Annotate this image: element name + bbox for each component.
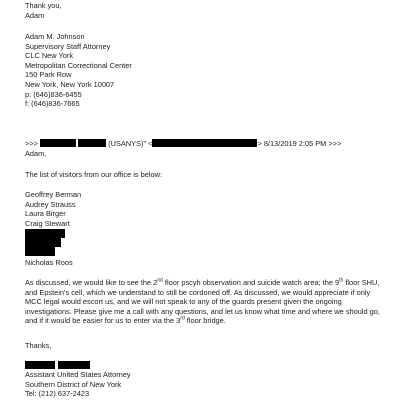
redaction-bar [58,361,90,369]
signature-phone: Tel: (212) 637-2423 [25,389,90,399]
signature-street: 150 Park Row [25,70,72,80]
paragraph-text: As discussed, we would like to see the 2 [25,278,158,287]
last-visitor [25,258,73,268]
forward-middle: (USANYS)" < [108,139,153,148]
signature-fax: f: (646)836-7665 [25,99,80,109]
request-paragraph [25,278,385,326]
greeting-text: Adam, [25,149,47,158]
signature-title: Supervisory Staff Attorney [25,41,111,51]
paragraph-text: floor bridge. [184,316,226,326]
forward-header [25,139,341,149]
list-item: Audrey Strauss [25,199,76,209]
thanks-line: Thank you, [25,1,62,10]
greeting [25,149,46,159]
signature-city: New York, New York 10007 [25,79,115,89]
signature-name: Adam M. Johnson [25,32,85,41]
visitor-intro [25,170,162,180]
visitor-list [25,190,81,228]
paragraph-text: floor SHU, and Epstein's cell, which we understand to still be cordoned off. As discussed, we would appreciate if only MCC legal would escort us, and we will not speak to any of the guards present given the ongoing investigations. Please give me a call with any questions, and let us know what time and where we should go, and if it would be easier for us to enter via the 3 [25,278,380,326]
thanks-text: Thanks, [25,341,52,350]
signature-phone: p: (646)836-6455 [25,89,82,99]
signature-facility: Metropolitan Correctional Center [25,60,132,70]
ordinal-suffix: rd [180,315,185,322]
list-item: Geoffrey Berman [25,190,82,199]
paragraph-text: floor pscyh observation and suicide watch area; the 9 [162,278,340,287]
redaction-bar [40,139,76,147]
signature-office: Southern District of New York [25,379,122,389]
redaction-bar [25,247,55,256]
closing-block [25,1,62,20]
redaction-bar [78,139,106,147]
thanks-closing [25,341,51,351]
forward-suffix: > 8/13/2019 2:05 PM >>> [257,139,342,148]
list-item: Craig Stewart [25,218,70,228]
forward-prefix: >>> [25,139,41,148]
ausa-signature [25,370,131,399]
redaction-bar [25,238,61,247]
redaction-bar [25,361,55,369]
signature-org: CLC New York [25,51,74,61]
signature-title: Assistant United States Attorney [25,370,131,379]
sender-first-name: Adam [25,10,45,20]
signature-block [25,32,132,109]
list-item: Laura Birger [25,209,66,219]
visitor-intro-text: The list of visitors from our office is below: [25,170,163,179]
ordinal-suffix: th [339,277,344,284]
list-item: Nicholas Roos [25,258,73,267]
redaction-bar [25,229,65,238]
ordinal-suffix: nd [157,277,163,284]
redaction-bar [152,139,257,147]
